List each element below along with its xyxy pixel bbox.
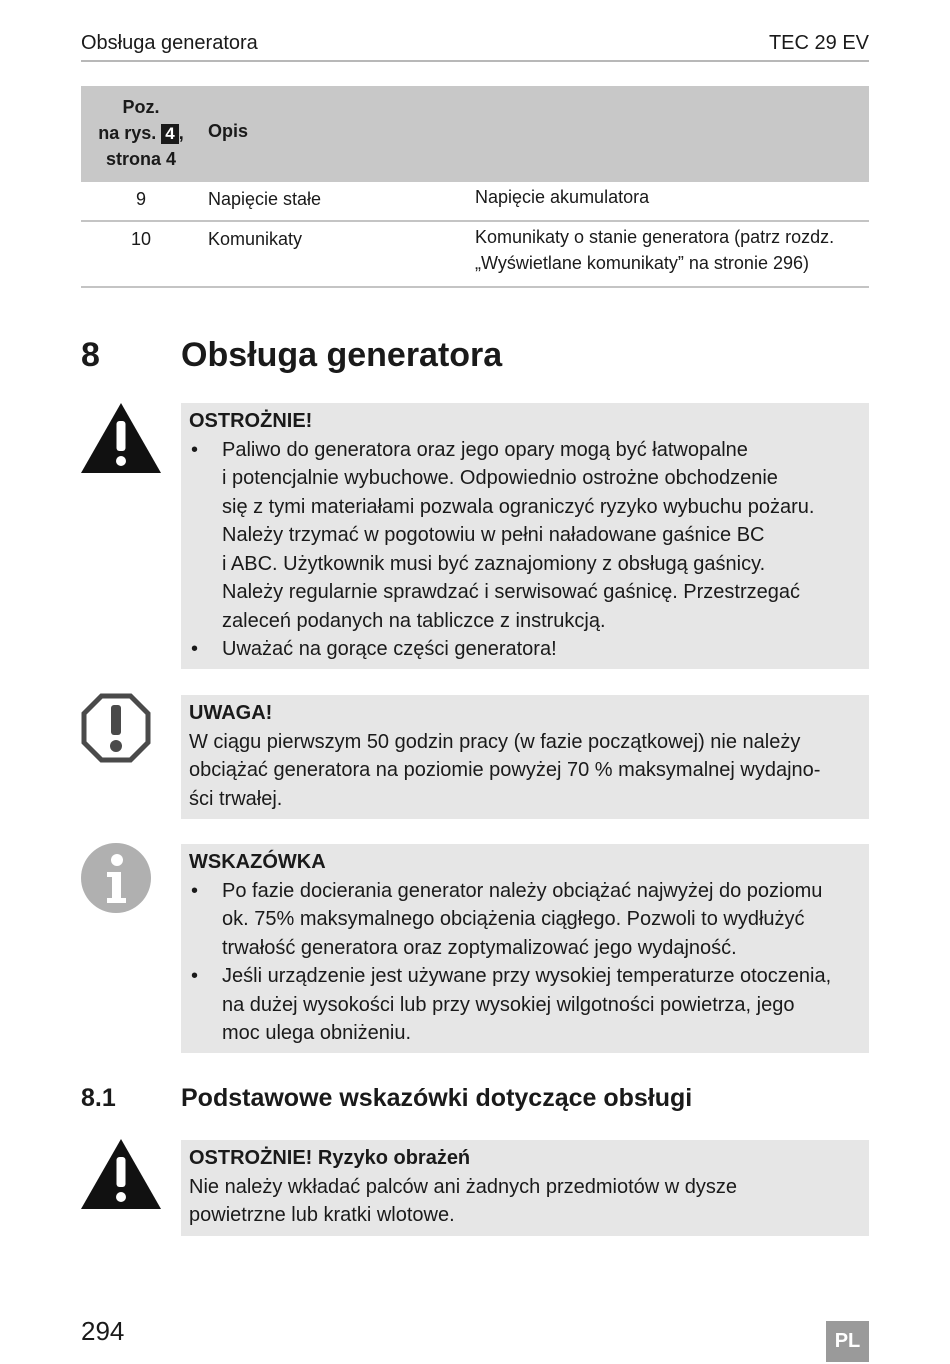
list-item: • Jeśli urządzenie jest używane przy wysokiej temperaturze otoczenia, na dużej wysokości lub przy wysokiej wilgotności powietrza, jego moc ulega obniżeniu. xyxy=(189,962,861,1048)
notice-octagon-icon xyxy=(81,693,151,763)
notice-title: UWAGA! xyxy=(189,702,273,724)
row-name: Komunikaty xyxy=(208,229,303,249)
list-item: • Paliwo do generatora oraz jego opary mogą być łatwopalne i potencjalnie wybuchowe. Odpowiednio ostrożne obchodzenie się z tymi materiałami pozwala ograniczyć ryzyko wybuchu pożaru. Należy trzymać w pogotowiu w pełni naładowane gaśnice BC i ABC. Użytkownik musi być zaznajomiony z obsługą gaśnicy. Należy regularnie sprawdzać i serwisować gaśnicę. Przestrzegać zaleceń podanych na tabliczce z instrukcją. xyxy=(189,436,861,636)
row-name: Napięcie stałe xyxy=(208,189,322,209)
header-section-title: Obsługa generatora xyxy=(81,32,258,54)
subsection-title: Podstawowe wskazówki dotyczące obsługi xyxy=(181,1084,693,1112)
caution-list xyxy=(189,436,861,664)
notice-box xyxy=(181,695,869,819)
page-number: 294 xyxy=(81,1316,125,1346)
language-badge: PL xyxy=(826,1321,869,1362)
legend-table xyxy=(81,86,869,288)
table-row xyxy=(81,222,869,288)
table-header xyxy=(81,86,869,182)
caution-box xyxy=(181,403,869,669)
list-item: • Uważać na gorące części generatora! xyxy=(189,635,861,664)
page-header xyxy=(81,30,869,62)
figure-badge: 4 xyxy=(161,124,178,144)
section-number: 8 xyxy=(81,336,100,374)
row-description: Napięcie akumulatora xyxy=(475,187,650,207)
table-row xyxy=(81,182,869,222)
warning-triangle-icon xyxy=(81,1139,161,1209)
row-position: 9 xyxy=(135,189,146,209)
column-header-position: Poz. na rys. 4 , strona 4 xyxy=(98,97,184,169)
hint-title: WSKAZÓWKA xyxy=(189,851,326,873)
list-item: • Po fazie docierania generator należy obciążać najwyżej do poziomu ok. 75% maksymalnego obciążenia ciągłego. Pozwoli to wydłużyć trwałość generatora oraz zoptymalizować jego wydajność. xyxy=(189,877,861,963)
caution-injury-box xyxy=(181,1140,869,1236)
row-position: 10 xyxy=(130,229,152,249)
hint-box xyxy=(181,844,869,1053)
caution-injury-title: OSTROŻNIE! Ryzyko obrażeń xyxy=(189,1147,471,1169)
caution-title: OSTROŻNIE! xyxy=(189,410,313,432)
subsection-number: 8.1 xyxy=(81,1084,116,1112)
section-title: Obsługa generatora xyxy=(181,336,503,374)
caution-injury-text: Nie należy wkładać palców ani żadnych przedmiotów w dysze powietrzne lub kratki wlotowe. xyxy=(189,1175,738,1226)
info-icon xyxy=(81,843,151,913)
notice-text: W ciągu pierwszym 50 godzin pracy (w fazie początkowej) nie należy obciążać generatora na poziomie powyżej 70 % maksymalnej wydajno- ści trwałej. xyxy=(189,730,821,810)
hint-list xyxy=(189,877,861,1048)
header-model: TEC 29 EV xyxy=(768,32,869,54)
warning-triangle-icon xyxy=(81,403,161,473)
column-header-description: Opis xyxy=(208,121,249,141)
row-description: Komunikaty o stanie generatora (patrz rozdz. „Wyświetlane komunikaty” na stronie 296) xyxy=(475,227,835,273)
